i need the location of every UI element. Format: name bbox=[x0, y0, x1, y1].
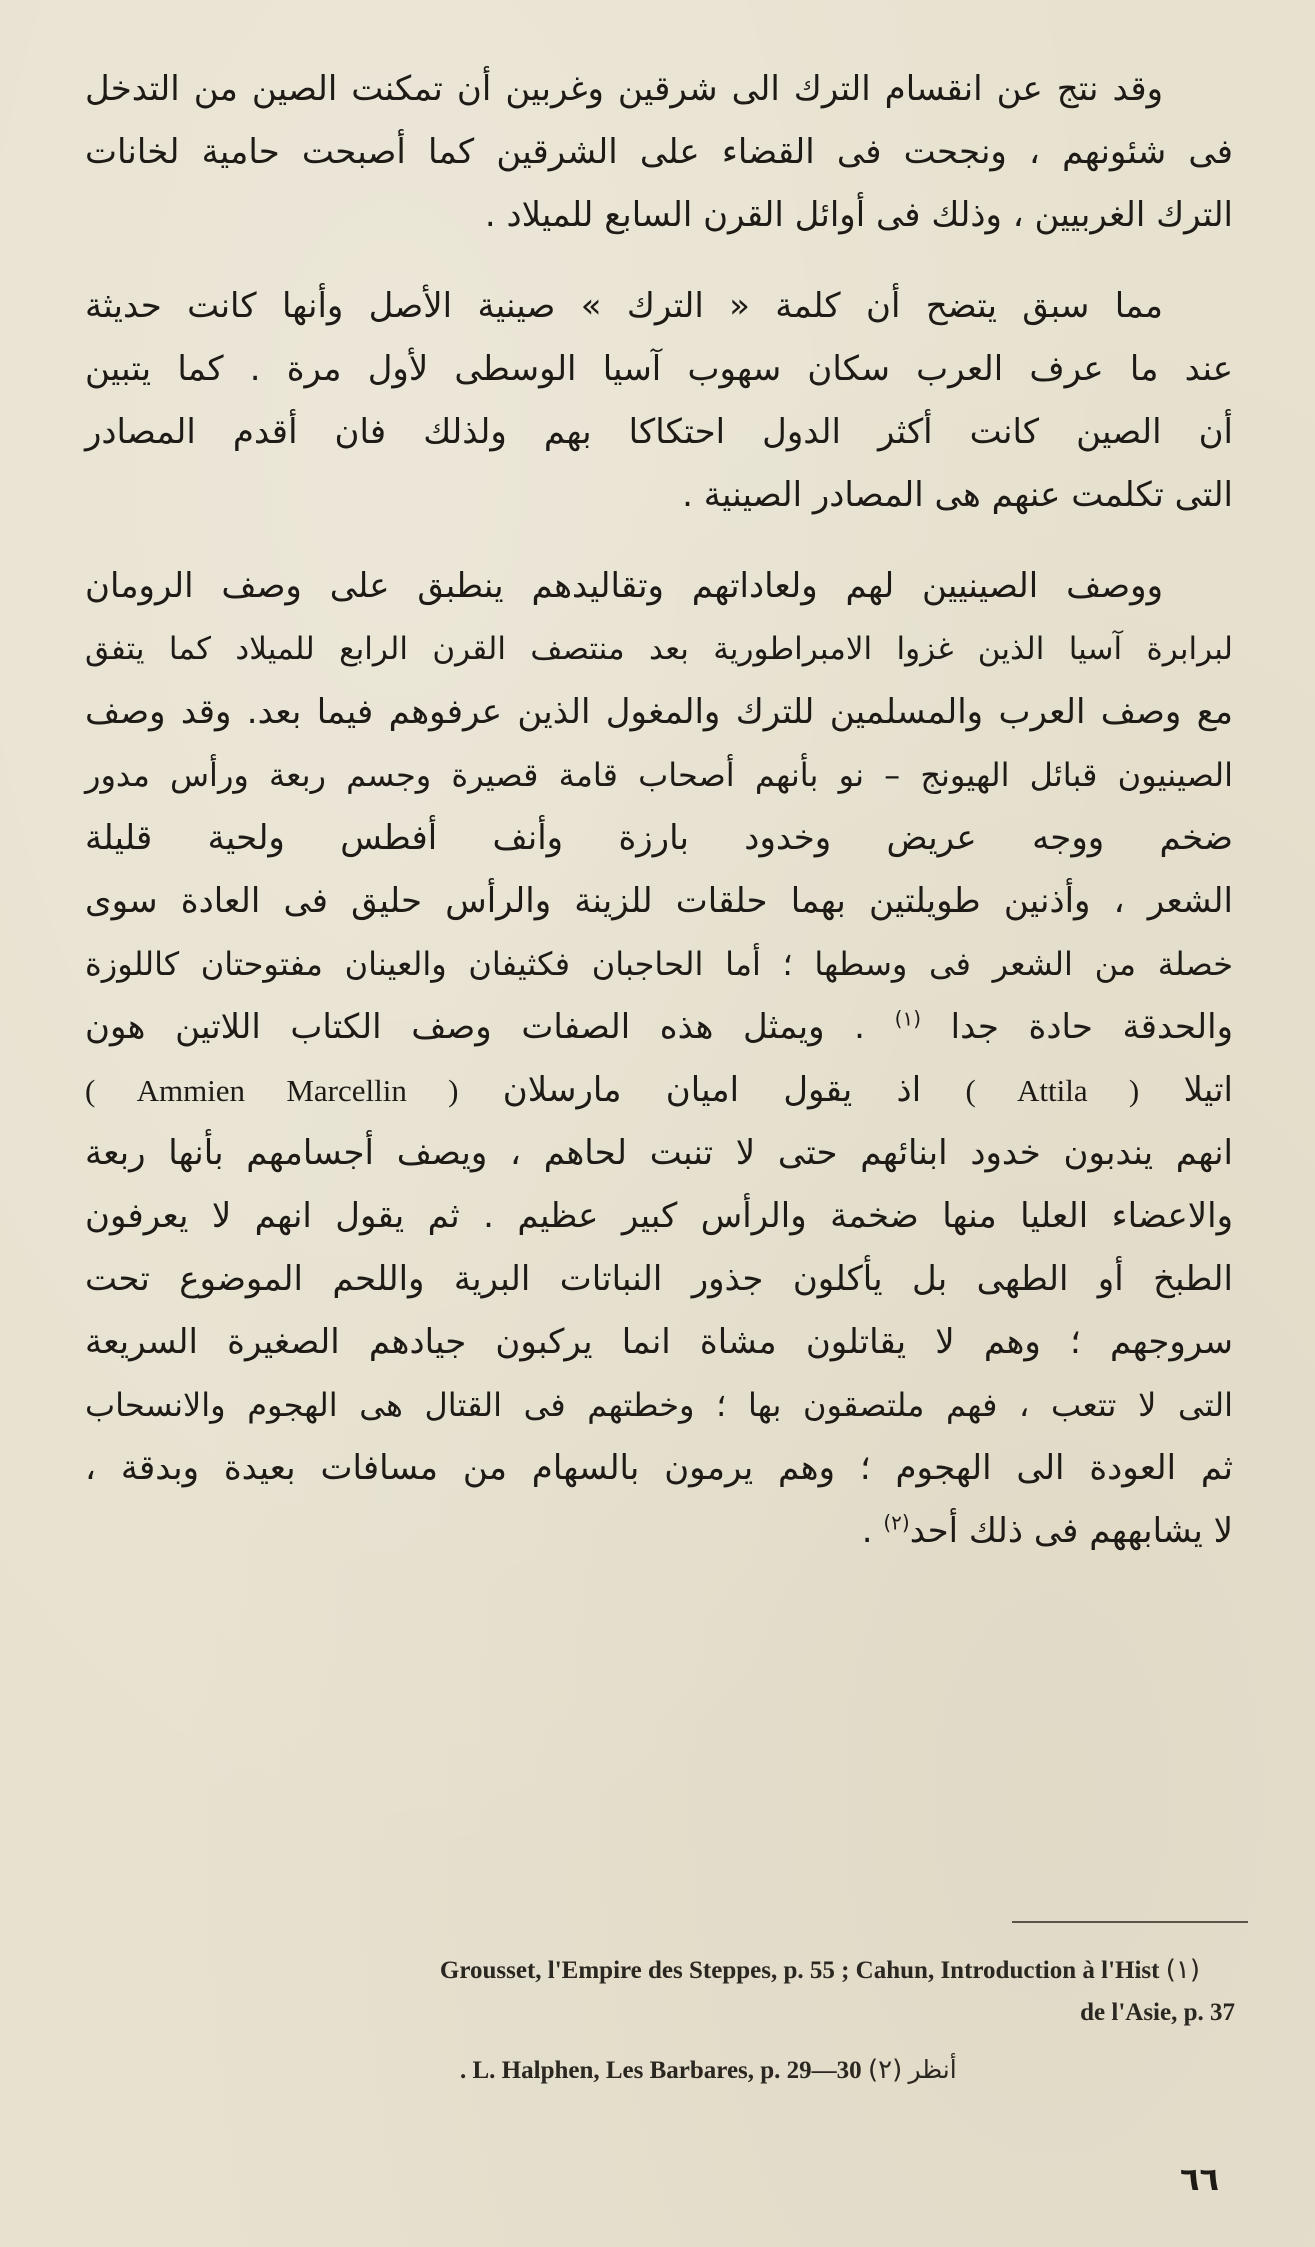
text-line: عند ما عرف العرب سكان سهوب آسيا الوسطى لأول مرة . كما يتبين bbox=[85, 349, 1233, 389]
text-segment: اذ يقول اميان مارسلان bbox=[502, 1070, 922, 1110]
footnote-2 bbox=[460, 2055, 957, 2085]
text-line: مع وصف العرب والمسلمين للترك والمغول الذين عرفوهم فيما بعد. وقد وصف bbox=[85, 692, 1233, 732]
text-line: سروجهم ؛ وهم لا يقاتلون مشاة انما يركبون جيادهم الصغيرة السريعة bbox=[85, 1322, 1233, 1362]
footnote-1-line-2 bbox=[1080, 1999, 1235, 2027]
footnote-ref-1[interactable]: (١) bbox=[894, 1006, 921, 1031]
paragraph-3 bbox=[85, 555, 1233, 1563]
latin-name-ammien: ( Ammien Marcellin ) bbox=[85, 1073, 459, 1108]
footnote-2-marker: (٢) bbox=[867, 2055, 903, 2085]
footnote-1-line-1 bbox=[100, 1955, 1200, 1985]
text-line: ووصف الصينيين لهم ولعاداتهم وتقاليدهم ينطبق على وصف الرومان bbox=[85, 566, 1163, 606]
text-segment: . bbox=[861, 1511, 884, 1551]
paragraph-2 bbox=[85, 275, 1233, 527]
text-line: التى لا تتعب ، فهم ملتصقون بها ؛ وخطتهم فى القتال هى الهجوم والانسحاب bbox=[85, 1386, 1233, 1424]
text-line: انهم يندبون خدود ابنائهم حتى لا تنبت لحاهم ، ويصف أجسامهم بأنها ربعة bbox=[85, 1133, 1233, 1173]
footnote-1-text: Grousset, l'Empire des Steppes, p. 55 ; Cahun, Introduction à l'Hist bbox=[439, 1957, 1160, 1984]
text-line-latin-names bbox=[85, 1059, 1233, 1122]
text-line: وقد نتج عن انقسام الترك الى شرقين وغربين أن تمكنت الصين من التدخل bbox=[85, 69, 1163, 109]
main-text bbox=[85, 58, 1233, 1591]
footnote-divider bbox=[1012, 1921, 1248, 1923]
text-line: والاعضاء العليا منها ضخمة والرأس كبير عظيم . ثم يقول انهم لا يعرفون bbox=[85, 1196, 1233, 1236]
footnote-2-arabic-prefix: أنظر bbox=[908, 2055, 957, 2084]
text-line: الشعر ، وأذنين طويلتين بهما حلقات للزينة والرأس حليق فى العادة سوى bbox=[85, 881, 1233, 921]
text-line-with-footnote-1 bbox=[85, 996, 1233, 1059]
text-segment: اتيلا bbox=[1183, 1070, 1233, 1110]
footnote-1-text-cont: de l'Asie, p. 37 bbox=[1080, 1999, 1235, 2026]
text-segment: . ويمثل هذه الصفات وصف الكتاب اللاتين هون bbox=[85, 1007, 865, 1047]
text-segment: لا يشابههم فى ذلك أحد bbox=[909, 1511, 1233, 1551]
text-line: ضخم ووجه عريض وخدود بارزة وأنف أفطس ولحية قليلة bbox=[85, 818, 1233, 858]
text-line: الصينيون قبائل الهيونج – نو بأنهم أصحاب قامة قصيرة وجسم ربعة ورأس مدور bbox=[85, 756, 1233, 794]
text-line: أن الصين كانت أكثر الدول احتكاكا بهم ولذلك فان أقدم المصادر bbox=[85, 412, 1233, 452]
text-line: التى تكلمت عنهم هى المصادر الصينية . bbox=[682, 475, 1233, 515]
footnote-1-marker: (١) bbox=[1165, 1955, 1200, 1985]
text-line: الترك الغربيين ، وذلك فى أوائل القرن السابع للميلاد . bbox=[484, 195, 1233, 235]
text-line: ثم العودة الى الهجوم ؛ وهم يرمون بالسهام من مسافات بعيدة وبدقة ، bbox=[85, 1448, 1233, 1488]
text-line: مما سبق يتضح أن كلمة « الترك » صينية الأصل وأنها كانت حديثة bbox=[85, 286, 1163, 326]
text-line: خصلة من الشعر فى وسطها ؛ أما الحاجبان فكثيفان والعينان مفتوحتان كاللوزة bbox=[85, 945, 1233, 983]
footnote-ref-2[interactable]: (٢) bbox=[883, 1510, 910, 1535]
paragraph-1 bbox=[85, 58, 1233, 247]
text-line: الطبخ أو الطهى بل يأكلون جذور النباتات البرية واللحم الموضوع تحت bbox=[85, 1259, 1233, 1299]
latin-name-attila: ( Attila ) bbox=[965, 1073, 1140, 1108]
text-line-with-footnote-2 bbox=[85, 1500, 1233, 1563]
text-line: فى شئونهم ، ونجحت فى القضاء على الشرقين كما أصبحت حامية لخانات bbox=[85, 132, 1233, 172]
footnote-2-text: . L. Halphen, Les Barbares, p. 29—30 bbox=[460, 2057, 862, 2084]
text-segment: والحدقة حادة جدا bbox=[950, 1007, 1234, 1047]
text-line: لبرابرة آسيا الذين غزوا الامبراطورية بعد منتصف القرن الرابع للميلاد كما يتفق bbox=[85, 631, 1233, 667]
page-number: ٦٦ bbox=[1180, 2160, 1220, 2198]
